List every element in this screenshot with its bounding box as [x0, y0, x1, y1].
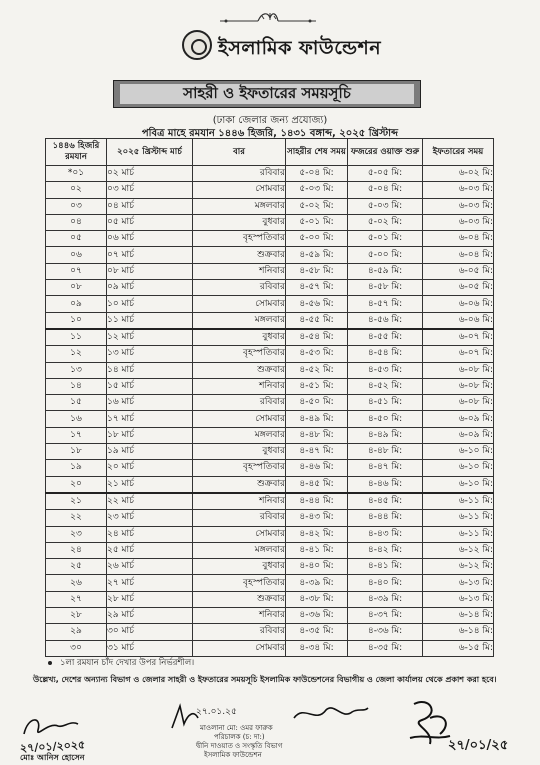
cell-sehri: ৪-৫৫ মি:: [286, 312, 348, 329]
column-header: ১৪৪৬ হিজরি রমযান: [46, 139, 107, 166]
cell-iftar: ৬-০৪ মি:: [423, 231, 494, 247]
cell-day: ১৯: [46, 460, 107, 476]
cell-iftar: ৬-০৭ মি:: [423, 346, 494, 362]
cell-iftar: ৬-০৫ মি:: [423, 263, 494, 279]
cell-iftar: ৬-১১ মি:: [423, 493, 494, 510]
cell-fajr: ৫-০৪ মি:: [348, 182, 423, 198]
cell-iftar: ৬-১০ মি:: [423, 476, 494, 493]
cell-fajr: ৫-০০ মি:: [348, 247, 423, 263]
cell-iftar: ৬-০৬ মি:: [423, 296, 494, 312]
cell-date: ০৩ মার্চ: [107, 182, 193, 198]
table-row: [46, 510, 494, 526]
table-body: [46, 166, 494, 657]
table-row: [46, 624, 494, 640]
cell-day: ২৭: [46, 591, 107, 607]
cell-fajr: ৫-০২ মি:: [348, 214, 423, 230]
left-signatory-name: মোঃ আনিস হোসেন: [20, 753, 85, 762]
cell-day: *০১: [46, 166, 107, 182]
cell-day: ২৫: [46, 559, 107, 575]
cell-sehri: ৪-৩৮ মি:: [286, 591, 348, 607]
cell-fajr: ৪-৫৫ মি:: [348, 329, 423, 346]
cell-weekday: রবিবার: [193, 280, 286, 296]
cell-date: ১৮ মার্চ: [107, 427, 193, 443]
cell-weekday: মঙ্গলবার: [193, 198, 286, 214]
cell-fajr: ৪-৪৮ মি:: [348, 444, 423, 460]
cell-date: ১৭ মার্চ: [107, 411, 193, 427]
cell-date: ২২ মার্চ: [107, 493, 193, 510]
cell-sehri: ৪-৪৮ মি:: [286, 427, 348, 443]
cell-sehri: ৪-৩৯ মি:: [286, 575, 348, 591]
cell-iftar: ৬-১৩ মি:: [423, 591, 494, 607]
cell-iftar: ৬-০৫ মি:: [423, 280, 494, 296]
cell-iftar: ৬-১৪ মি:: [423, 608, 494, 624]
table-row: [46, 214, 494, 230]
right-signature-date: ২৭/০১/২৫: [448, 738, 509, 753]
cell-weekday: বৃহস্পতিবার: [193, 575, 286, 591]
cell-date: ১৪ মার্চ: [107, 362, 193, 378]
cell-date: ০৬ মার্চ: [107, 231, 193, 247]
cell-day: ১৩: [46, 362, 107, 378]
cell-fajr: ৪-৫০ মি:: [348, 411, 423, 427]
center-signatory-line4: ইসলামিক ফাউন্ডেশন: [204, 751, 262, 759]
cell-iftar: ৬-০৭ মি:: [423, 329, 494, 346]
cell-fajr: ৪-৫৯ মি:: [348, 263, 423, 279]
cell-weekday: শুক্রবার: [193, 247, 286, 263]
table-row: [46, 575, 494, 591]
cell-sehri: ৪-৪৩ মি:: [286, 510, 348, 526]
cell-day: ১৭: [46, 427, 107, 443]
cell-sehri: ৫-০১ মি:: [286, 214, 348, 230]
cell-day: ২৪: [46, 542, 107, 558]
cell-weekday: বুধবার: [193, 214, 286, 230]
cell-fajr: ৫-০৫ মি:: [348, 166, 423, 182]
table-row: [46, 329, 494, 346]
cell-sehri: ৪-৫৭ মি:: [286, 280, 348, 296]
cell-iftar: ৬-০৮ মি:: [423, 395, 494, 411]
cell-sehri: ৫-০০ মি:: [286, 231, 348, 247]
cell-fajr: ৪-৪০ মি:: [348, 575, 423, 591]
cell-iftar: ৬-১১ মি:: [423, 526, 494, 542]
cell-day: ২৯: [46, 624, 107, 640]
organization-name: ইসলামিক ফাউন্ডেশন: [218, 37, 382, 59]
cell-day: ০৯: [46, 296, 107, 312]
table-row: [46, 263, 494, 279]
table-row: [46, 312, 494, 329]
cell-date: ১০ মার্চ: [107, 296, 193, 312]
cell-weekday: রবিবার: [193, 510, 286, 526]
cell-weekday: শনিবার: [193, 608, 286, 624]
cell-sehri: ৪-৫০ মি:: [286, 395, 348, 411]
cell-fajr: ৪-৪৩ মি:: [348, 526, 423, 542]
cell-fajr: ৫-০৩ মি:: [348, 198, 423, 214]
cell-day: ৩০: [46, 640, 107, 656]
table-row: [46, 362, 494, 378]
cell-day: ১৬: [46, 411, 107, 427]
table-row: [46, 231, 494, 247]
cell-day: ২২: [46, 510, 107, 526]
cell-weekday: বুধবার: [193, 329, 286, 346]
cell-iftar: ৬-১৫ মি:: [423, 640, 494, 656]
cell-date: ৩০ মার্চ: [107, 624, 193, 640]
cell-day: ২০: [46, 476, 107, 493]
column-header: ইফতারের সময়: [423, 139, 494, 166]
cell-date: ০২ মার্চ: [107, 166, 193, 182]
cell-day: ১৮: [46, 444, 107, 460]
district-note: (ঢাকা জেলার জন্য প্রযোজ্য): [212, 115, 328, 126]
cell-date: ০৫ মার্চ: [107, 214, 193, 230]
cell-day: ০৭: [46, 263, 107, 279]
cell-weekday: রবিবার: [193, 395, 286, 411]
cell-iftar: ৬-১০ মি:: [423, 444, 494, 460]
cell-weekday: শনিবার: [193, 493, 286, 510]
center-signature-date: ২৭.০১.২৫: [196, 707, 237, 717]
cell-date: ৩১ মার্চ: [107, 640, 193, 656]
cell-fajr: ৫-০১ মি:: [348, 231, 423, 247]
cell-sehri: ৫-০৩ মি:: [286, 182, 348, 198]
cell-date: ২৬ মার্চ: [107, 559, 193, 575]
cell-fajr: ৪-৪৪ মি:: [348, 510, 423, 526]
cell-day: ২৩: [46, 526, 107, 542]
cell-day: ১৪: [46, 378, 107, 394]
cell-date: ১৩ মার্চ: [107, 346, 193, 362]
cell-weekday: বুধবার: [193, 559, 286, 575]
calligraphy-ornament: [218, 10, 318, 26]
cell-day: ০৫: [46, 231, 107, 247]
cell-date: ২১ মার্চ: [107, 476, 193, 493]
cell-date: ২৮ মার্চ: [107, 591, 193, 607]
cell-fajr: ৪-৫৮ মি:: [348, 280, 423, 296]
cell-sehri: ৪-৫৯ মি:: [286, 247, 348, 263]
table-row: [46, 559, 494, 575]
cell-fajr: ৪-৪৫ মি:: [348, 493, 423, 510]
table-row: [46, 378, 494, 394]
cell-iftar: ৬-০৯ মি:: [423, 427, 494, 443]
footnote-moon-text: ১লা রমযান চাঁদ দেখার উপর নির্ভরশীল।: [60, 658, 195, 668]
table-row: [46, 640, 494, 656]
center-signatory-line3: দ্বীনি দাওয়াত ও সংস্কৃতি বিভাগ: [196, 742, 283, 750]
cell-fajr: ৪-৫৬ মি:: [348, 312, 423, 329]
cell-weekday: শনিবার: [193, 378, 286, 394]
cell-iftar: ৬-০৬ মি:: [423, 312, 494, 329]
cell-weekday: শুক্রবার: [193, 362, 286, 378]
cell-sehri: ৪-৫৪ মি:: [286, 329, 348, 346]
cell-fajr: ৪-৩৬ মি:: [348, 624, 423, 640]
cell-sehri: ৫-০৪ মি:: [286, 166, 348, 182]
cell-date: ০৭ মার্চ: [107, 247, 193, 263]
table-row: [46, 247, 494, 263]
cell-date: ০৮ মার্চ: [107, 263, 193, 279]
table-row: [46, 280, 494, 296]
cell-weekday: সোমবার: [193, 182, 286, 198]
cell-date: ১৫ মার্চ: [107, 378, 193, 394]
cell-sehri: ৪-৪০ মি:: [286, 559, 348, 575]
table-row: [46, 460, 494, 476]
bullet-icon: [48, 661, 52, 665]
cell-iftar: ৬-০৩ মি:: [423, 182, 494, 198]
cell-weekday: সোমবার: [193, 411, 286, 427]
cell-date: ২০ মার্চ: [107, 460, 193, 476]
center-signatory-line1: মাওলানা মো: ওমর ফারুক: [200, 724, 273, 732]
cell-fajr: ৪-৩৫ মি:: [348, 640, 423, 656]
cell-day: ০৩: [46, 198, 107, 214]
cell-weekday: রবিবার: [193, 166, 286, 182]
cell-weekday: শুক্রবার: [193, 476, 286, 493]
cell-day: ০৬: [46, 247, 107, 263]
table-row: [46, 411, 494, 427]
cell-sehri: ৪-৫১ মি:: [286, 378, 348, 394]
table-row: [46, 182, 494, 198]
cell-fajr: ৪-৫২ মি:: [348, 378, 423, 394]
table-header-row: [46, 139, 494, 166]
cell-sehri: ৪-৫৩ মি:: [286, 346, 348, 362]
cell-sehri: ৫-০২ মি:: [286, 198, 348, 214]
cell-weekday: মঙ্গলবার: [193, 427, 286, 443]
table-row: [46, 395, 494, 411]
cell-iftar: ৬-১২ মি:: [423, 542, 494, 558]
cell-date: ২৪ মার্চ: [107, 526, 193, 542]
cell-fajr: ৪-৫৭ মি:: [348, 296, 423, 312]
cell-weekday: রবিবার: [193, 624, 286, 640]
cell-iftar: ৬-১৪ মি:: [423, 624, 494, 640]
cell-weekday: বৃহস্পতিবার: [193, 460, 286, 476]
cell-day: ০৮: [46, 280, 107, 296]
schedule-title: সাহরী ও ইফতারের সময়সূচি: [120, 84, 414, 104]
cell-date: ১১ মার্চ: [107, 312, 193, 329]
cell-date: ১৬ মার্চ: [107, 395, 193, 411]
table-row: [46, 198, 494, 214]
table-row: [46, 444, 494, 460]
cell-sehri: ৪-৪৪ মি:: [286, 493, 348, 510]
cell-date: ২৭ মার্চ: [107, 575, 193, 591]
table-row: [46, 346, 494, 362]
cell-sehri: ৪-৫৮ মি:: [286, 263, 348, 279]
cell-iftar: ৬-০৮ মি:: [423, 378, 494, 394]
cell-iftar: ৬-০২ মি:: [423, 166, 494, 182]
table-row: [46, 608, 494, 624]
table-row: [46, 166, 494, 182]
cell-sehri: ৪-৪৫ মি:: [286, 476, 348, 493]
cell-iftar: ৬-০৪ মি:: [423, 247, 494, 263]
cell-day: ০২: [46, 182, 107, 198]
table-row: [46, 526, 494, 542]
cell-sehri: ৪-৪৬ মি:: [286, 460, 348, 476]
cell-iftar: ৬-০৯ মি:: [423, 411, 494, 427]
cell-fajr: ৪-৪২ মি:: [348, 542, 423, 558]
cell-sehri: ৪-৪১ মি:: [286, 542, 348, 558]
cell-iftar: ৬-১১ মি:: [423, 510, 494, 526]
cell-sehri: ৪-৪৭ মি:: [286, 444, 348, 460]
cell-fajr: ৪-৪৬ মি:: [348, 476, 423, 493]
table-row: [46, 591, 494, 607]
cell-fajr: ৪-৪১ মি:: [348, 559, 423, 575]
cell-date: ০৪ মার্চ: [107, 198, 193, 214]
cell-weekday: বৃহস্পতিবার: [193, 346, 286, 362]
cell-sehri: ৪-৫২ মি:: [286, 362, 348, 378]
cell-date: ১২ মার্চ: [107, 329, 193, 346]
cell-fajr: ৪-৫৪ মি:: [348, 346, 423, 362]
cell-iftar: ৬-১২ মি:: [423, 559, 494, 575]
cell-day: ১১: [46, 329, 107, 346]
cell-sehri: ৪-৪২ মি:: [286, 526, 348, 542]
footnote-moon: [48, 656, 194, 670]
table-row: [46, 493, 494, 510]
column-header: ফজরের ওয়াক্ত শুরু: [348, 139, 423, 166]
cell-date: ১৯ মার্চ: [107, 444, 193, 460]
cell-date: ২৯ মার্চ: [107, 608, 193, 624]
column-header: বার: [193, 139, 286, 166]
cell-sehri: ৪-৩৬ মি:: [286, 608, 348, 624]
cell-day: ২৬: [46, 575, 107, 591]
cell-weekday: বৃহস্পতিবার: [193, 231, 286, 247]
cell-fajr: ৪-৩৯ মি:: [348, 591, 423, 607]
cell-fajr: ৪-৫১ মি:: [348, 395, 423, 411]
center-signatory-line2: পরিচালক (চ: দা:): [214, 733, 265, 741]
cell-fajr: ৪-৩৭ মি:: [348, 608, 423, 624]
cell-iftar: ৬-০৩ মি:: [423, 214, 494, 230]
cell-weekday: সোমবার: [193, 526, 286, 542]
cell-weekday: মঙ্গলবার: [193, 542, 286, 558]
middle-signature-icon: [290, 700, 370, 728]
cell-day: ০৪: [46, 214, 107, 230]
schedule-table: [45, 138, 494, 657]
footnote-other-districts: উল্লেখ্য, দেশের অন্যান্য বিভাগ ও জেলার সাহরী ও ইফতারের সময়সূচি ইসলামিক ফাউন্ডেশনের বিভাগীয় ও জেলা কার্যালয় থেকে প্রকাশ করা হবে।: [33, 675, 497, 684]
cell-day: ১০: [46, 312, 107, 329]
year-subtitle: পবিত্র মাহে রমযান ১৪৪৬ হিজরি, ১৪৩১ বঙ্গাব্দ, ২০২৫ খ্রিস্টাব্দ: [141, 128, 399, 139]
cell-sehri: ৪-৩৪ মি:: [286, 640, 348, 656]
cell-iftar: ৬-০৮ মি:: [423, 362, 494, 378]
title-banner: [113, 80, 421, 108]
column-header: ২০২৫ খ্রিস্টাব্দ মার্চ: [107, 139, 193, 166]
table-row: [46, 542, 494, 558]
cell-day: ১৫: [46, 395, 107, 411]
cell-date: ২৫ মার্চ: [107, 542, 193, 558]
cell-fajr: ৪-৫৩ মি:: [348, 362, 423, 378]
cell-fajr: ৪-৪৭ মি:: [348, 460, 423, 476]
cell-date: ২৩ মার্চ: [107, 510, 193, 526]
cell-sehri: ৪-৩৫ মি:: [286, 624, 348, 640]
table-row: [46, 476, 494, 493]
cell-fajr: ৪-৪৯ মি:: [348, 427, 423, 443]
cell-iftar: ৬-১৩ মি:: [423, 575, 494, 591]
cell-weekday: সোমবার: [193, 640, 286, 656]
cell-day: ২৮: [46, 608, 107, 624]
cell-weekday: শুক্রবার: [193, 591, 286, 607]
cell-weekday: সোমবার: [193, 296, 286, 312]
cell-weekday: শনিবার: [193, 263, 286, 279]
column-header: সাহরীর শেষ সময়: [286, 139, 348, 166]
cell-iftar: ৬-০৩ মি:: [423, 198, 494, 214]
cell-day: ১২: [46, 346, 107, 362]
cell-day: ২১: [46, 493, 107, 510]
cell-sehri: ৪-৫৬ মি:: [286, 296, 348, 312]
foundation-logo: [182, 30, 212, 60]
cell-iftar: ৬-১০ মি:: [423, 460, 494, 476]
cell-date: ০৯ মার্চ: [107, 280, 193, 296]
cell-weekday: মঙ্গলবার: [193, 312, 286, 329]
table-row: [46, 296, 494, 312]
cell-weekday: বুধবার: [193, 444, 286, 460]
left-signature-date: ২৭/০১/২০২৫: [19, 738, 86, 755]
table-row: [46, 427, 494, 443]
cell-sehri: ৪-৪৯ মি:: [286, 411, 348, 427]
